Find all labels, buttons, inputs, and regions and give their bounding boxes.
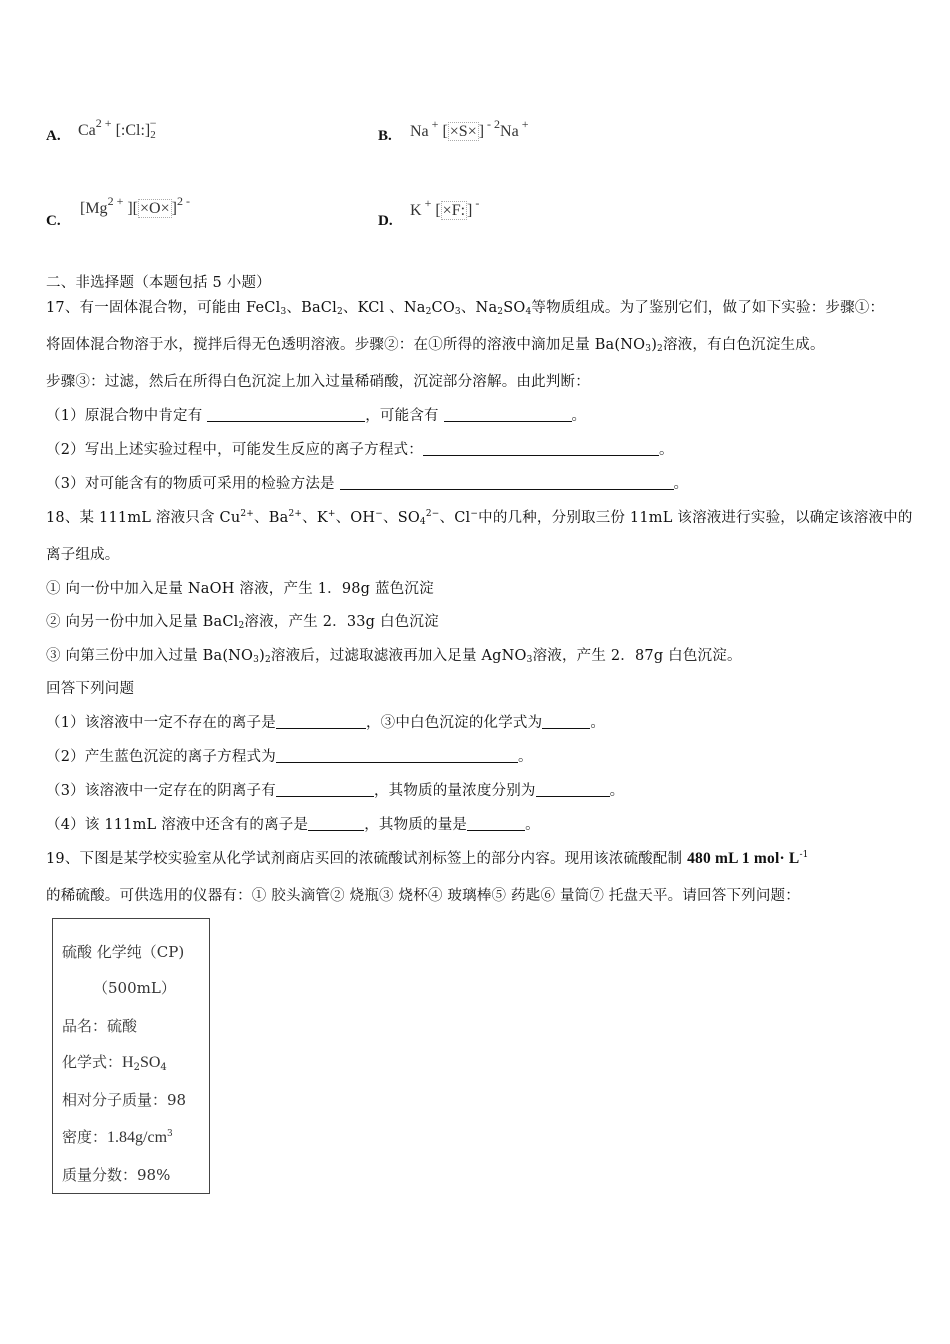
q18-sub3: （3）该溶液中一定存在的阴离子有 ，其物质的量浓度分别为 。 — [46, 783, 625, 799]
answer-blank-17-1a[interactable] — [207, 407, 365, 422]
label-mass-fraction: 质量分数：98% — [62, 1166, 171, 1184]
q17-sub1: （1）原混合物中肯定有 ，可能含有 。 — [46, 408, 587, 424]
label-density: 密度：$1.84g/cm^3$ — [62, 1128, 173, 1146]
answer-blank-17-2[interactable] — [423, 441, 659, 456]
label-formula: 化学式：$H_2SO_4$ — [62, 1053, 167, 1073]
q18-sub4: （4）该 111mL 溶液中还含有的离子是 ，其物质的量是 。 — [46, 817, 540, 833]
q18-line2: 离子组成。 — [46, 547, 120, 563]
reagent-label-box — [52, 918, 210, 1194]
answer-blank-18-1b[interactable] — [542, 714, 590, 729]
section-heading: 二、非选择题（本题包括 5 小题） — [46, 275, 271, 291]
answer-blank-18-4b[interactable] — [467, 816, 525, 831]
q18-line1: 18、某 111mL 溶液只含 $Cu^{2+}$、$Ba^{2+}$、K+、OH−、$SO_4^{2-}$、Cl−中的几种，分别取三份 11mL 该溶液进行实验，以确定该溶液中的 — [46, 509, 913, 527]
label-name: 品名：硫酸 — [62, 1017, 138, 1035]
q18-answer-heading: 回答下列问题 — [46, 681, 135, 697]
option-b-formula: Na + [ ×S× ] $^{- 2}$Na + — [410, 117, 529, 140]
option-b-label: B. — [378, 128, 392, 144]
option-a-label: A. — [46, 128, 61, 144]
q17-line1: 17、有一固体混合物，可能由 FeCl$_3$、BaCl$_2$、KCl 、$Na_2CO_3$、$Na_2SO_4$等物质组成。为了鉴别它们，做了如下实验：步骤①： — [46, 300, 885, 317]
answer-blank-17-1b[interactable] — [444, 407, 572, 422]
option-c-formula: [$Mg^{2 +}$ ][ ×O× ]$^{2 -}$ — [80, 194, 190, 217]
q19-line2: 的稀硫酸。可供选用的仪器有：① 胶头滴管② 烧瓶③ 烧杯④ 玻璃棒⑤ 药匙⑥ 量筒⑦ 托盘天平。请回答下列问题： — [46, 888, 800, 904]
answer-blank-18-4a[interactable] — [308, 816, 364, 831]
q19-line1: 19、下图是某学校实验室从化学试剂商店买回的浓硫酸试剂标签上的部分内容。现用该浓硫酸配制 480 mL 1 $mol\cdot L^{-1}$ — [46, 850, 809, 867]
q18-step2: ② 向另一份中加入足量 BaCl$_2$溶液，产生 2．33g 白色沉淀 — [46, 614, 439, 631]
q18-sub1: （1）该溶液中一定不存在的离子是 ，③中白色沉淀的化学式为 。 — [46, 715, 606, 731]
option-a-formula: $Ca^{2 +}$ $[:Cl:]_2^-$ — [78, 116, 157, 141]
answer-blank-18-3b[interactable] — [536, 782, 610, 797]
answer-blank-18-1a[interactable] — [276, 714, 366, 729]
label-volume: （500mL） — [93, 979, 176, 997]
q18-step1: ① 向一份中加入足量 NaOH 溶液，产生 1．98g 蓝色沉淀 — [46, 581, 434, 597]
q17-line3: 步骤③：过滤，然后在所得白色沉淀上加入过量稀硝酸，沉淀部分溶解。由此判断： — [46, 374, 590, 390]
q18-sub2: （2）产生蓝色沉淀的离子方程式为 。 — [46, 749, 533, 765]
q17-sub2: （2）写出上述实验过程中，可能发生反应的离子方程式： 。 — [46, 442, 674, 458]
option-d-label: D. — [378, 213, 393, 229]
q18-step3: ③ 向第三份中加入过量 $Ba(NO_3)_2$溶液后，过滤取滤液再加入足量 AgNO$_3$溶液，产生 2．87g 白色沉淀。 — [46, 648, 742, 665]
q17-line2: 将固体混合物溶于水，搅拌后得无色透明溶液。步骤②：在①所得的溶液中滴加足量 $Ba(NO_3)_2$溶液，有白色沉淀生成。 — [46, 337, 825, 354]
answer-blank-18-3a[interactable] — [276, 782, 374, 797]
q17-sub3: （3）对可能含有的物质可采用的检验方法是 。 — [46, 476, 689, 492]
label-title: 硫酸 化学纯（CP) — [62, 943, 185, 961]
option-d-formula: K + [ ×F: ] - — [410, 196, 480, 219]
answer-blank-18-2[interactable] — [276, 748, 518, 763]
label-molar-mass: 相对分子质量：98 — [62, 1091, 187, 1109]
answer-blank-17-3[interactable] — [340, 475, 674, 490]
option-c-label: C. — [46, 213, 61, 229]
